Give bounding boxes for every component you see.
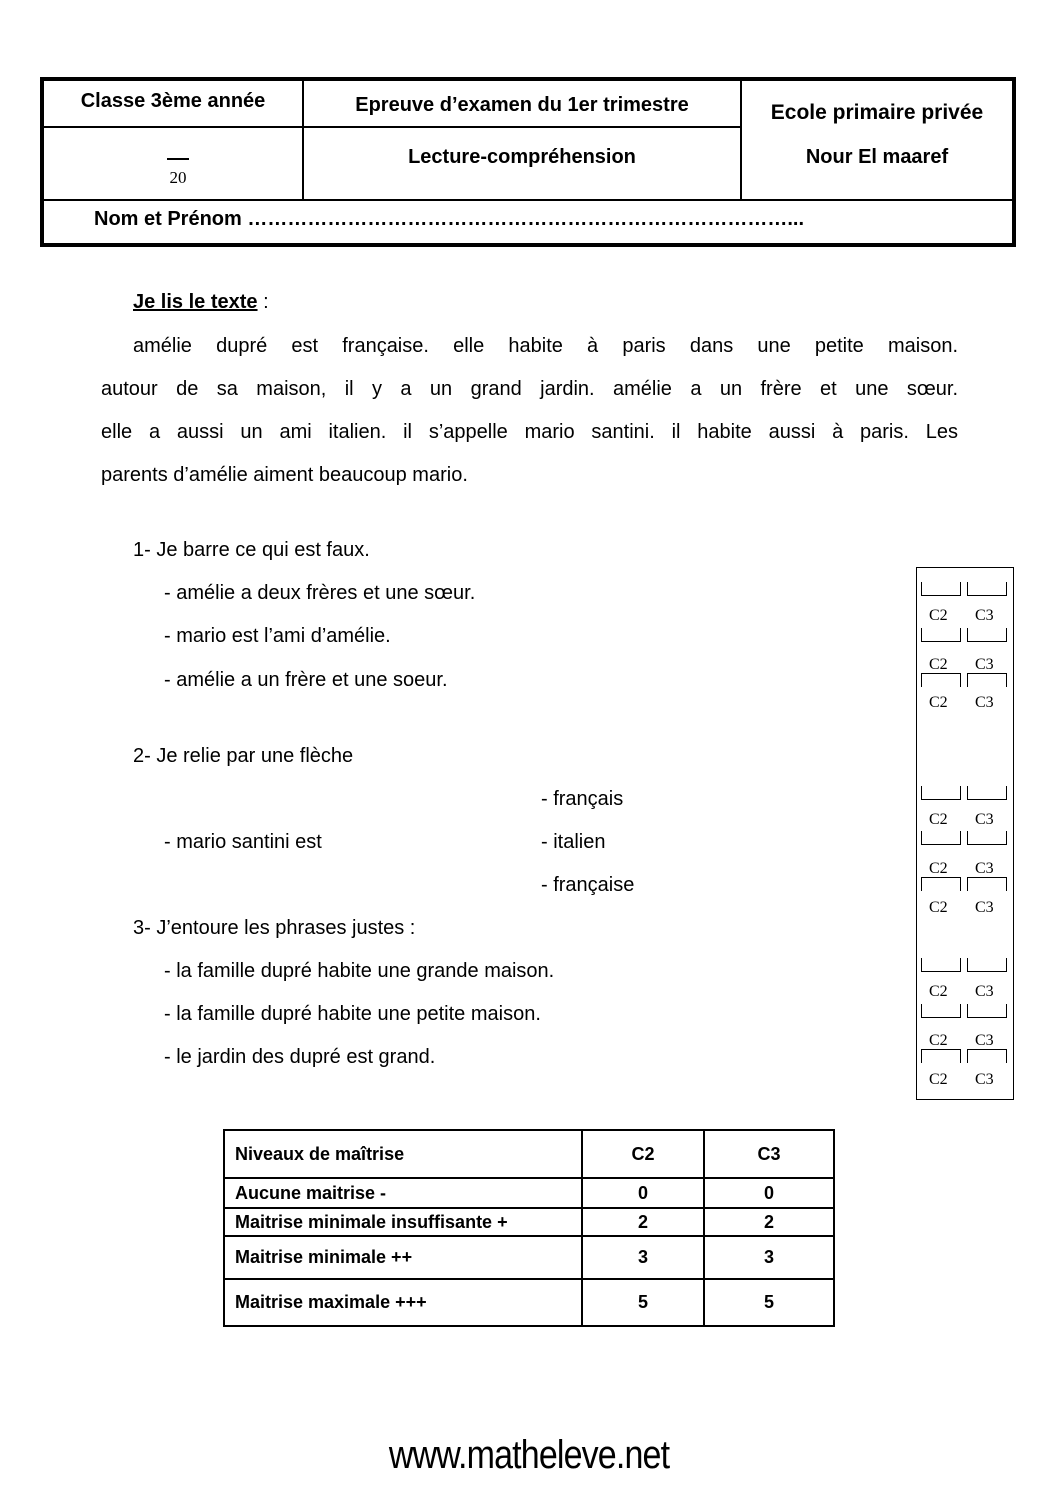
exam-title: Epreuve d’examen du 1er trimestre [355,93,689,116]
header-cell: Niveaux de maîtrise [224,1130,582,1178]
c2-label: C2 [929,1032,948,1049]
score-denominator: 20 [169,167,187,187]
score-box [44,153,312,193]
school-type: Ecole primaire privée [770,101,984,124]
q1-item[interactable]: - amélie a deux frères et une sœur. [164,582,476,604]
score-bracket[interactable] [921,877,961,891]
header-divider [44,126,740,128]
score-bracket[interactable] [921,786,961,800]
q3-prompt: 3- J’entoure les phrases justes : [133,917,416,939]
table-cell: 3 [704,1236,834,1279]
c3-label: C3 [975,860,994,877]
text-line: autour de sa maison, il y a un grand jardin. amélie a un frère et une sœur. [101,378,958,400]
class-label: Classe 3ème année [80,89,266,112]
c3-label: C3 [975,607,994,624]
reading-title [133,291,269,314]
table-cell: 2 [704,1208,834,1236]
c2-label: C2 [929,694,948,711]
q2-prompt: 2- Je relie par une flèche [133,745,354,767]
c2-label: C2 [929,899,948,916]
c2-label: C2 [929,1071,948,1088]
table-cell: Maitrise minimale insuffisante + [224,1208,582,1236]
score-bracket[interactable] [967,582,1007,596]
score-bracket[interactable] [921,831,961,845]
table-row [224,1208,834,1236]
reading-text [101,325,958,497]
c3-label: C3 [975,811,994,828]
score-bracket[interactable] [967,877,1007,891]
score-bracket[interactable] [921,673,961,687]
mastery-table [223,1129,835,1327]
score-bracket[interactable] [967,673,1007,687]
score-bracket[interactable] [921,958,961,972]
score-bracket[interactable] [967,958,1007,972]
table-row [224,1178,834,1208]
table-cell: 5 [704,1279,834,1326]
q1-item[interactable]: - mario est l’ami d’amélie. [164,625,391,647]
score-bracket[interactable] [921,628,961,642]
text-line: amélie dupré est française. elle habite à paris dans une petite maison. [133,335,958,357]
text-line: elle a aussi un ami italien. il s’appelle mario santini. il habite aussi à paris. Les [101,421,958,443]
table-cell: Maitrise maximale +++ [224,1279,582,1326]
score-bracket[interactable] [967,628,1007,642]
reading-title-text: Je lis le texte [133,291,258,313]
score-line [167,158,189,160]
c3-label: C3 [975,694,994,711]
q1-prompt: 1- Je barre ce qui est faux. [133,539,370,561]
score-bracket[interactable] [921,1004,961,1018]
q2-left[interactable]: - mario santini est [164,831,322,853]
c2-label: C2 [929,607,948,624]
table-cell: 0 [704,1178,834,1208]
q2-option[interactable]: - italien [541,831,606,853]
school-name: Nour El maaref [805,145,949,168]
name-field[interactable]: Nom et Prénom ………………………………………………………………………... [94,207,805,230]
table-row [224,1279,834,1326]
c3-label: C3 [975,656,994,673]
header-cell: C2 [582,1130,704,1178]
subject: Lecture-compréhension [408,145,636,168]
q2-option[interactable]: - français [541,788,624,810]
c2-label: C2 [929,983,948,1000]
header-cell: C3 [704,1130,834,1178]
table-cell: Maitrise minimale ++ [224,1236,582,1279]
c3-label: C3 [975,1071,994,1088]
score-bracket[interactable] [967,831,1007,845]
q3-item[interactable]: - la famille dupré habite une grande maison. [164,960,555,982]
q3-item[interactable]: - le jardin des dupré est grand. [164,1046,436,1068]
c3-label: C3 [975,899,994,916]
c2-label: C2 [929,860,948,877]
q2-option[interactable]: - française [541,874,635,896]
table-cell: Aucune maitrise - [224,1178,582,1208]
table-header-row [224,1130,834,1178]
exam-header [40,77,1016,247]
table-cell: 0 [582,1178,704,1208]
score-bracket[interactable] [921,582,961,596]
table-cell: 2 [582,1208,704,1236]
score-bracket[interactable] [921,1049,961,1063]
c2-label: C2 [929,811,948,828]
criteria-box [916,567,1014,1100]
table-cell: 3 [582,1236,704,1279]
score-bracket[interactable] [967,1049,1007,1063]
c2-label: C2 [929,656,948,673]
q3-item[interactable]: - la famille dupré habite une petite maison. [164,1003,541,1025]
q1-item[interactable]: - amélie a un frère et une soeur. [164,669,448,691]
c3-label: C3 [975,1032,994,1049]
text-line: parents d’amélie aiment beaucoup mario. [101,464,468,486]
table-cell: 5 [582,1279,704,1326]
table-row [224,1236,834,1279]
score-bracket[interactable] [967,1004,1007,1018]
c3-label: C3 [975,983,994,1000]
score-bracket[interactable] [967,786,1007,800]
footer-url[interactable]: www.matheleve.net [388,1433,670,1477]
reading-title-suffix: : [257,291,269,313]
